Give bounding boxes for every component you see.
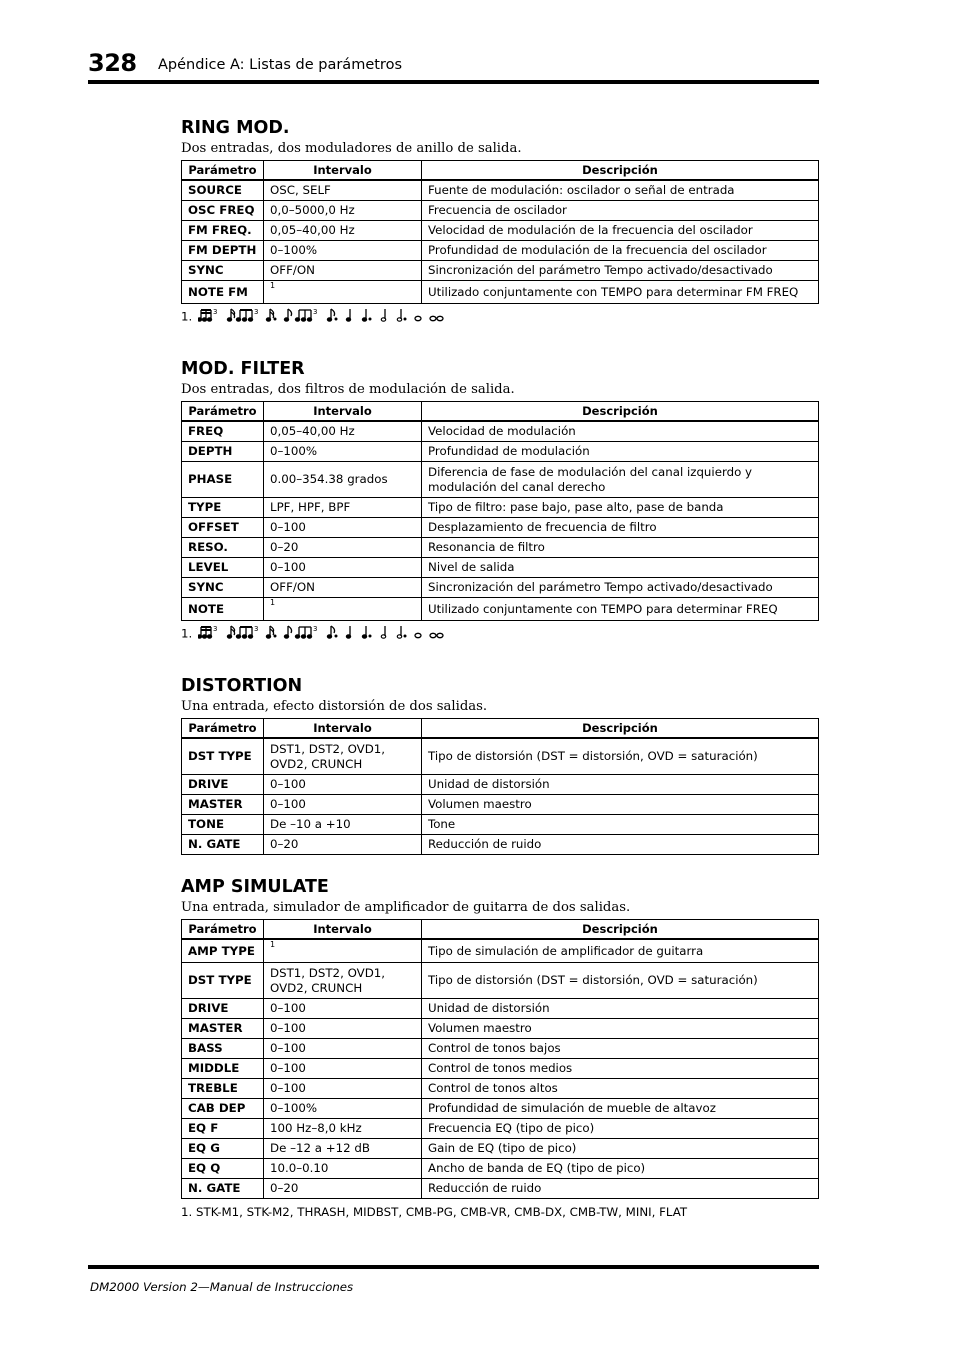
table-row [182,1159,819,1179]
param-name-cell: FM DEPTH [182,241,264,261]
table-row [182,939,819,963]
table-row [182,462,819,498]
param-name-cell: DRIVE [182,775,264,795]
col-header-param: Parámetro [182,920,264,940]
param-name-cell: MASTER [182,795,264,815]
table-header-row [182,719,819,739]
range-cell: 0–20 [264,538,422,558]
param-name-cell: DEPTH [182,442,264,462]
section-mod-filter [181,358,818,641]
description-cell: Unidad de distorsión [422,775,819,795]
parameter-table [181,160,819,304]
table-row [182,795,819,815]
description-cell: Tipo de distorsión (DST = distorsión, OVD = saturación) [422,738,819,775]
table-row [182,835,819,855]
range-cell: 0,05–40,00 Hz [264,421,422,442]
range-cell: De –10 a +10 [264,815,422,835]
table-row [182,1119,819,1139]
range-cell: 0–100% [264,1099,422,1119]
section-description: Una entrada, simulador de amplificador de guitarra de dos salidas. [181,900,631,915]
table-row [182,281,819,304]
param-name-cell: EQ G [182,1139,264,1159]
col-header-param: Parámetro [182,161,264,181]
footer-text: DM2000 Version 2—Manual de Instrucciones [90,1280,354,1294]
range-cell [264,281,422,304]
param-name-cell: TYPE [182,498,264,518]
table-row [182,1059,819,1079]
table-header-row [182,161,819,181]
footnote [181,308,818,324]
description-cell: Resonancia de filtro [422,538,819,558]
table-header-row [182,920,819,940]
range-cell: OFF/ON [264,261,422,281]
description-cell: Velocidad de modulación de la frecuencia del oscilador [422,221,819,241]
table-row [182,201,819,221]
description-cell: Reducción de ruido [422,835,819,855]
description-cell: Control de tonos altos [422,1079,819,1099]
range-cell: 0–100 [264,1079,422,1099]
param-name-cell: SYNC [182,261,264,281]
description-cell: Desplazamiento de frecuencia de filtro [422,518,819,538]
range-cell: 0–20 [264,835,422,855]
col-header-range: Intervalo [264,719,422,739]
range-cell: 0–100% [264,241,422,261]
description-cell: Unidad de distorsión [422,999,819,1019]
range-cell: DST1, DST2, OVD1, OVD2, CRUNCH [264,738,422,775]
description-cell: Control de tonos bajos [422,1039,819,1059]
description-cell: Diferencia de fase de modulación del canal izquierdo y modulación del canal derecho [422,462,819,498]
description-cell: Frecuencia EQ (tipo de pico) [422,1119,819,1139]
parameter-table [181,718,819,855]
table-row [182,421,819,442]
range-cell [264,598,422,621]
col-header-desc: Descripción [422,402,819,422]
range-cell: LPF, HPF, BPF [264,498,422,518]
parameter-table [181,401,819,621]
param-name-cell: EQ F [182,1119,264,1139]
param-name-cell: BASS [182,1039,264,1059]
parameter-table [181,919,819,1199]
param-name-cell: OFFSET [182,518,264,538]
range-cell: OFF/ON [264,578,422,598]
table-row [182,1139,819,1159]
table-row [182,518,819,538]
table-row [182,1079,819,1099]
range-cell: 0–100% [264,442,422,462]
table-row [182,1039,819,1059]
section-description: Dos entradas, dos filtros de modulación de salida. [181,382,515,397]
section-title: AMP SIMULATE [181,877,329,897]
section-ring-mod [181,117,818,324]
param-name-cell: TREBLE [182,1079,264,1099]
description-cell: Control de tonos medios [422,1059,819,1079]
table-row [182,180,819,201]
table-row [182,241,819,261]
description-cell: Tone [422,815,819,835]
table-body [182,738,819,855]
footnote: 1. STK-M1, STK-M2, THRASH, MIDBST, CMB-PG, CMB-VR, CMB-DX, CMB-TW, MINI, FLAT [181,1205,688,1219]
table-body [182,421,819,621]
description-cell: Ancho de banda de EQ (tipo de pico) [422,1159,819,1179]
svg-text:3: 3 [254,308,259,316]
section-distortion [181,675,818,855]
table-row [182,999,819,1019]
col-header-param: Parámetro [182,402,264,422]
param-name-cell: AMP TYPE [182,939,264,963]
range-cell: De –12 a +12 dB [264,1139,422,1159]
range-cell: 0–100 [264,795,422,815]
description-cell: Profundidad de modulación de la frecuencia del oscilador [422,241,819,261]
table-row [182,261,819,281]
page-number: 328 [88,49,137,77]
description-cell: Frecuencia de oscilador [422,201,819,221]
description-cell: Gain de EQ (tipo de pico) [422,1139,819,1159]
description-cell: Sincronización del parámetro Tempo activado/desactivado [422,578,819,598]
table-row [182,598,819,621]
range-cell: 0–100 [264,775,422,795]
table-row [182,221,819,241]
description-cell: Utilizado conjuntamente con TEMPO para determinar FREQ [422,598,819,621]
svg-text:3: 3 [213,308,218,316]
range-cell: OSC, SELF [264,180,422,201]
svg-text:3: 3 [254,625,259,633]
col-header-range: Intervalo [264,161,422,181]
col-header-range: Intervalo [264,920,422,940]
param-name-cell: NOTE [182,598,264,621]
param-name-cell: LEVEL [182,558,264,578]
description-cell: Sincronización del parámetro Tempo activado/desactivado [422,261,819,281]
description-cell: Reducción de ruido [422,1179,819,1199]
footnote-ref: 1 [270,281,276,290]
range-cell: 0–100 [264,558,422,578]
table-row [182,775,819,795]
description-cell: Utilizado conjuntamente con TEMPO para determinar FM FREQ [422,281,819,304]
param-name-cell: FREQ [182,421,264,442]
note-value-symbols-icon [198,625,498,643]
page-header-title: Apéndice A: Listas de parámetros [158,57,402,73]
param-name-cell: OSC FREQ [182,201,264,221]
table-body [182,180,819,304]
description-cell: Tipo de distorsión (DST = distorsión, OVD = saturación) [422,963,819,999]
footnote-marker: 1. [181,626,193,641]
param-name-cell: NOTE FM [182,281,264,304]
table-row [182,1099,819,1119]
range-cell: 0.00–354.38 grados [264,462,422,498]
section-title: DISTORTION [181,676,303,696]
param-name-cell: SYNC [182,578,264,598]
section-title: MOD. FILTER [181,359,305,379]
table-row [182,558,819,578]
range-cell: 10.0–0.10 [264,1159,422,1179]
description-cell: Velocidad de modulación [422,421,819,442]
param-name-cell: PHASE [182,462,264,498]
description-cell: Tipo de simulación de amplificador de guitarra [422,939,819,963]
col-header-desc: Descripción [422,719,819,739]
range-cell: DST1, DST2, OVD1, OVD2, CRUNCH [264,963,422,999]
section-description: Dos entradas, dos moduladores de anillo de salida. [181,141,522,156]
svg-text:3: 3 [313,625,318,633]
range-cell [264,939,422,963]
footer-rule [88,1265,819,1269]
range-cell: 0–100 [264,1059,422,1079]
table-body [182,939,819,1199]
table-row [182,538,819,558]
range-cell: 0,05–40,00 Hz [264,221,422,241]
footnote-ref: 1 [270,598,276,607]
param-name-cell: CAB DEP [182,1099,264,1119]
footnote [181,625,818,641]
description-cell: Volumen maestro [422,795,819,815]
table-row [182,963,819,999]
param-name-cell: DST TYPE [182,738,264,775]
col-header-desc: Descripción [422,161,819,181]
note-value-symbols-icon [198,308,498,326]
param-name-cell: N. GATE [182,835,264,855]
range-cell: 0–100 [264,1039,422,1059]
description-cell: Volumen maestro [422,1019,819,1039]
param-name-cell: RESO. [182,538,264,558]
svg-text:3: 3 [213,625,218,633]
description-cell: Profundidad de simulación de mueble de altavoz [422,1099,819,1119]
param-name-cell: EQ Q [182,1159,264,1179]
param-name-cell: TONE [182,815,264,835]
col-header-range: Intervalo [264,402,422,422]
section-amp-simulate [181,876,818,1220]
table-row [182,442,819,462]
table-row [182,578,819,598]
section-title: RING MOD. [181,118,290,138]
col-header-desc: Descripción [422,920,819,940]
table-row [182,1019,819,1039]
param-name-cell: MIDDLE [182,1059,264,1079]
table-row [182,738,819,775]
param-name-cell: DRIVE [182,999,264,1019]
svg-text:3: 3 [313,308,318,316]
description-cell: Fuente de modulación: oscilador o señal de entrada [422,180,819,201]
param-name-cell: FM FREQ. [182,221,264,241]
param-name-cell: SOURCE [182,180,264,201]
range-cell: 0–100 [264,1019,422,1039]
table-header-row [182,402,819,422]
table-row [182,498,819,518]
section-description: Una entrada, efecto distorsión de dos salidas. [181,699,488,714]
param-name-cell: MASTER [182,1019,264,1039]
range-cell: 100 Hz–8,0 kHz [264,1119,422,1139]
footnote-marker: 1. [181,309,193,324]
param-name-cell: DST TYPE [182,963,264,999]
table-row [182,815,819,835]
header-rule [88,80,819,84]
range-cell: 0–100 [264,518,422,538]
footnote-ref: 1 [270,940,276,949]
param-name-cell: N. GATE [182,1179,264,1199]
range-cell: 0–100 [264,999,422,1019]
description-cell: Tipo de filtro: pase bajo, pase alto, pase de banda [422,498,819,518]
col-header-param: Parámetro [182,719,264,739]
range-cell: 0,0–5000,0 Hz [264,201,422,221]
description-cell: Profundidad de modulación [422,442,819,462]
range-cell: 0–20 [264,1179,422,1199]
description-cell: Nivel de salida [422,558,819,578]
table-row [182,1179,819,1199]
